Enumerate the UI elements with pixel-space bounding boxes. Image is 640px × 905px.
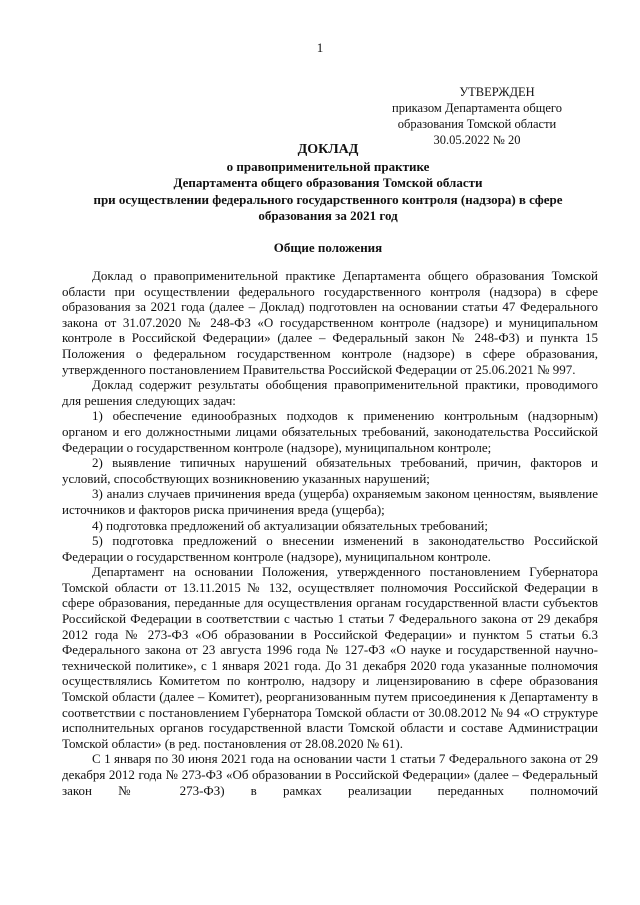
page-number: 1 xyxy=(316,40,324,55)
section-heading: Общие положения xyxy=(273,240,383,255)
paragraph: Доклад содержит результаты обобщения правоприменительной практики, проводимого для решения следующих задач: xyxy=(62,377,598,408)
approval-heading: УТВЕРЖДЕН xyxy=(459,85,535,99)
paragraph: 2) выявление типичных нарушений обязательных требований, причин, факторов и условий, способствующих возникновению указанных нарушений; xyxy=(62,455,598,486)
approval-date: 30.05.2022 № 20 xyxy=(433,133,521,147)
title-line: о правоприменительной практике xyxy=(226,158,430,174)
title-main: ДОКЛАД xyxy=(297,142,359,157)
approval-line: приказом Департамента общего xyxy=(392,101,562,115)
document-title xyxy=(60,142,596,225)
paragraph: 1) обеспечение единообразных подходов к применению контрольным (надзорным) органом и его должностными лицами обязательных требований, законодательства Российской Федерации о государственном контроле (надзоре), муниципальном контроле; xyxy=(62,408,598,455)
paragraph: 4) подготовка предложений об актуализации обязательных требований; xyxy=(92,517,488,533)
paragraph: 3) анализ случаев причинения вреда (ущерба) охраняемым законом ценностям, выявление источников и факторов риска причинения вреда (ущерба); xyxy=(62,486,598,517)
approval-line: образования Томской области xyxy=(397,117,557,131)
paragraph: 5) подготовка предложений о внесении изменений в законодательство Российской Федерации о государственном контроле (надзоре), муниципальном контроле. xyxy=(62,533,598,564)
paragraph: Департамент на основании Положения, утвержденного постановлением Губернатора Томской области от 13.11.2015 № 132, осуществляет полномочия Российской Федерации в сфере образования, переданные для осуществления органам государственной власти субъектов Российской Федерации в соответствии с частью 1 статьи 7 Федерального закона от 29 декабря 2012 года № 273-ФЗ «Об образовании в Российской Федерации» и пунктом 5 статьи 6.3 Федерального закона от 23 августа 1996 года № 127-ФЗ «О науке и государственной научно-технической политике», с 1 января 2021 года. До 31 декабря 2020 года указанные полномочия осуществлялись Комитетом по контролю, надзору и лицензированию в сфере образования Томской области (далее – Комитет), реорганизованным путем присоединения к Департаменту в соответствии с постановлением Губернатора Томской области от 30.08.2012 № 94 «О структуре исполнительных органов государственной власти Томской области и составе Администрации Томской области» (в ред. постановления от 28.08.2020 № 61). xyxy=(62,564,598,751)
title-line: при осуществлении федерального государственного контроля (надзора) в сфере xyxy=(93,191,563,207)
title-line: Департамента общего образования Томской области xyxy=(173,175,483,190)
body-text xyxy=(62,268,598,798)
title-line: образования за 2021 год xyxy=(258,208,398,223)
paragraph: Доклад о правоприменительной практике Департамента общего образования Томской области при осуществлении федерального государственного контроля (надзора) в сфере образования за 2021 года (далее – Доклад) подготовлен на основании статьи 47 Федерального закона от 31.07.2020 № 248-ФЗ «О государственном контроле (надзоре) и муниципальном контроле в Российской Федерации» (далее – Федеральный закон № 248-ФЗ) и пункта 15 Положения о федеральном государственном контроле (надзоре) в сфере образования, утвержденного постановлением Правительства Российской Федерации от 25.06.2021 № 997. xyxy=(62,268,598,377)
paragraph: С 1 января по 30 июня 2021 года на основании части 1 статьи 7 Федерального закона от 29 декабря 2012 года № 273-ФЗ «Об образовании в Российской Федерации» (далее – Федеральный закон № 273-ФЗ) в рамках реализации переданных полномочий xyxy=(62,751,598,798)
approval-stamp xyxy=(362,84,592,148)
